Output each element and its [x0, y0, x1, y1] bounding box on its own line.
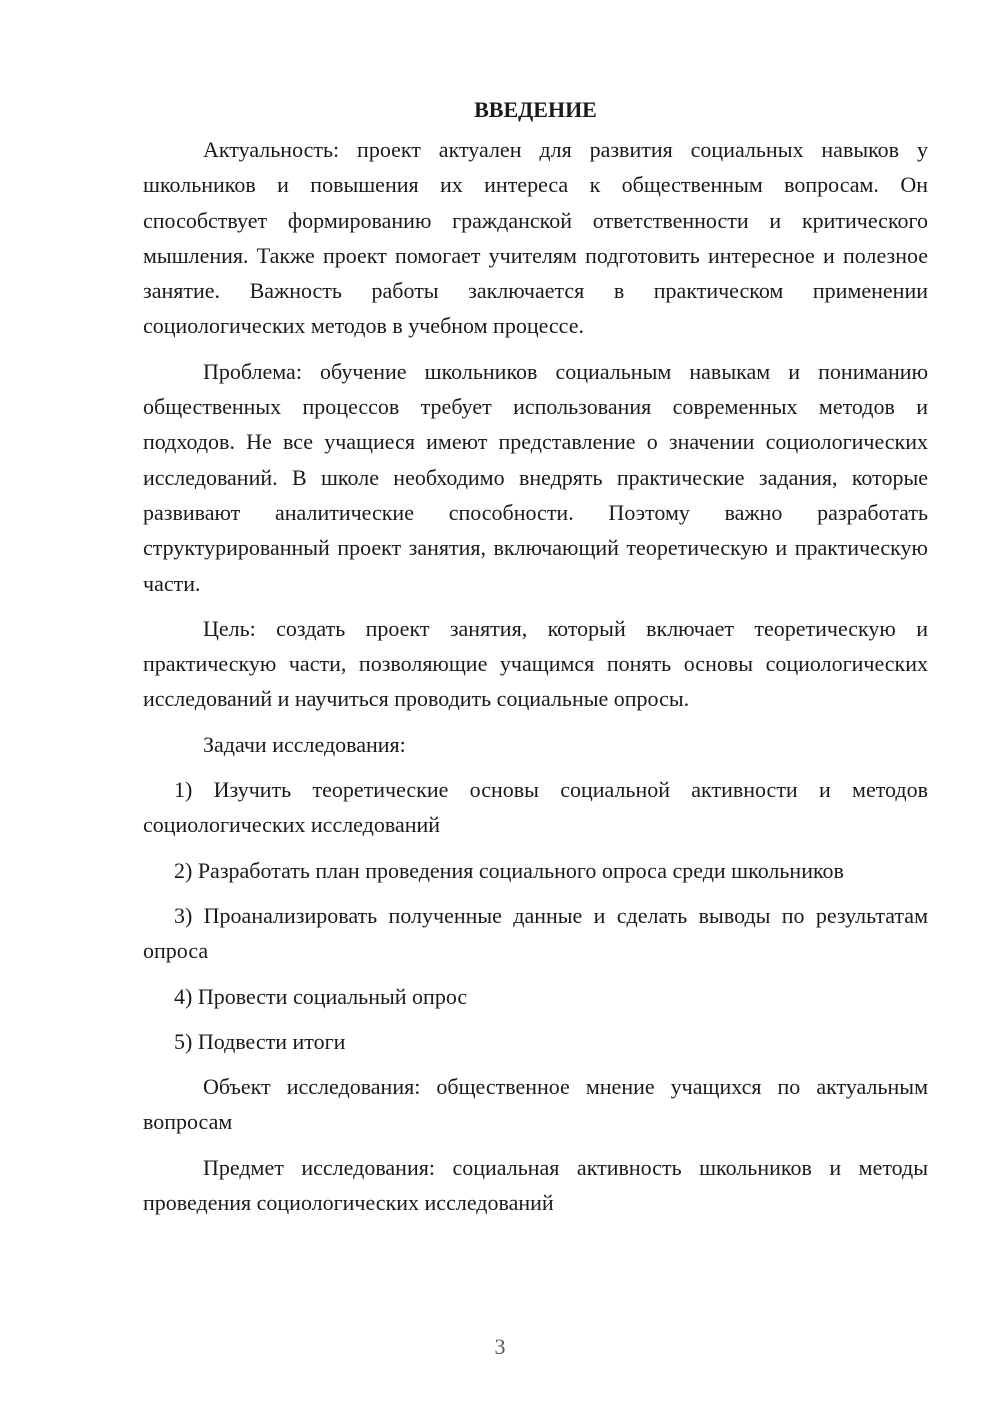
problem-paragraph: Проблема: обучение школьников социальным навыкам и пониманию общественных процессов требует использования современных методов и подходов. Не все учащиеся имеют представление о значении социологических исследований. В школе необходимо внедрять практические задания, которые развивают аналитические способности. Поэтому важно разработать структурированный проект занятия, включающий теоретическую и практическую части.: [143, 358, 928, 596]
page-content: [143, 92, 928, 1230]
task-item-5: 5) Подвести итоги: [174, 1028, 346, 1054]
task-item-3: 3) Проанализировать полученные данные и сделать выводы по результатам опроса: [143, 902, 928, 964]
section-title: ВВЕДЕНИЕ: [474, 97, 597, 122]
page-number: 3: [494, 1334, 506, 1359]
task-item-2: 2) Разработать план проведения социального опроса среди школьников: [174, 857, 844, 883]
task-item-4: 4) Провести социальный опрос: [174, 983, 468, 1009]
object-paragraph: Объект исследования: общественное мнение учащихся по актуальным вопросам: [143, 1074, 928, 1135]
relevance-paragraph: Актуальность: проект актуален для развития социальных навыков у школьников и повышения их интереса к общественным вопросам. Он способствует формированию гражданской ответственности и критического мышления. Также проект помогает учителям подготовить интересное и полезное занятие. Важность работы заключается в практическом применении социологических методов в учебном процессе.: [143, 137, 928, 339]
subject-paragraph: Предмет исследования: социальная активность школьников и методы проведения социологических исследований: [143, 1154, 928, 1216]
goal-paragraph: Цель: создать проект занятия, который включает теоретическую и практическую части, позволяющие учащимся понять основы социологических исследований и научиться проводить социальные опросы.: [143, 615, 928, 712]
tasks-heading: Задачи исследования:: [203, 731, 406, 757]
task-item-1: 1) Изучить теоретические основы социальной активности и методов социологических исследований: [143, 777, 928, 838]
